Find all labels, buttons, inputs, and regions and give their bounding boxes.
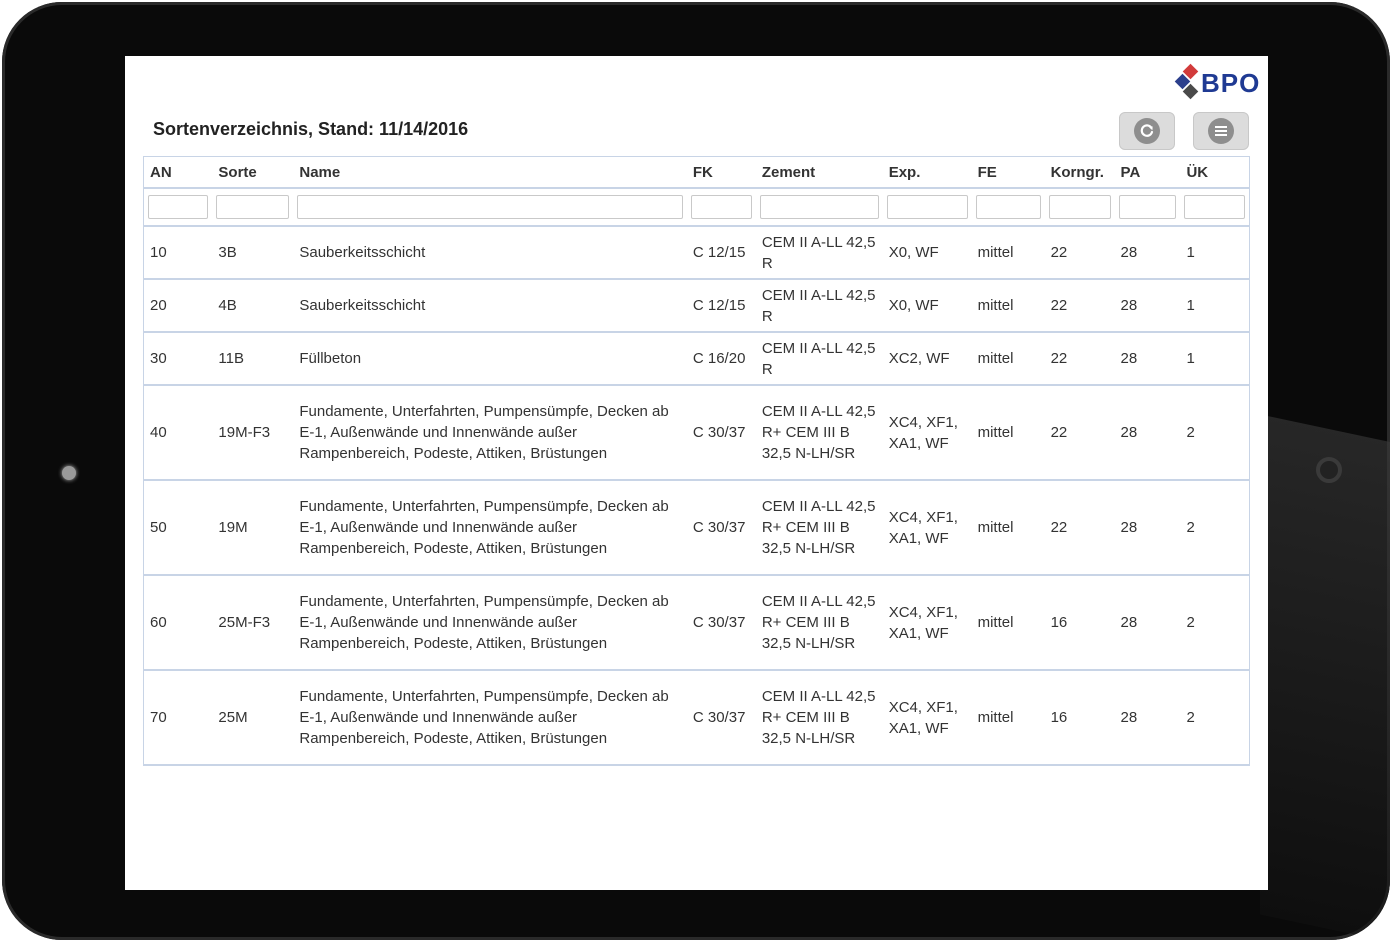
cell-pa: 28 — [1115, 480, 1181, 575]
cell-name: Sauberkeitsschicht — [293, 226, 687, 279]
table-row[interactable] — [144, 226, 1250, 279]
filter-input-sorte[interactable] — [216, 195, 289, 219]
table-row[interactable] — [144, 670, 1250, 765]
cell-pa: 28 — [1115, 575, 1181, 670]
cell-name: Fundamente, Unterfahrten, Pumpensümpfe, Decken ab E-1, Außenwände und Innenwände außer Rampenbereich, Podeste, Attiken, Brüstungen — [293, 385, 687, 480]
refresh-button[interactable] — [1119, 112, 1175, 150]
cell-uk: 2 — [1180, 385, 1249, 480]
cell-an: 50 — [144, 480, 213, 575]
cell-sorte: 11B — [212, 332, 293, 385]
column-header-uk[interactable]: ÜK — [1180, 157, 1249, 189]
cell-fe: mittel — [972, 279, 1045, 332]
cell-sorte: 4B — [212, 279, 293, 332]
cell-an: 20 — [144, 279, 213, 332]
cell-sorte: 25M — [212, 670, 293, 765]
cell-zement: CEM II A-LL 42,5 R — [756, 332, 883, 385]
cell-name: Fundamente, Unterfahrten, Pumpensümpfe, Decken ab E-1, Außenwände und Innenwände außer Rampenbereich, Podeste, Attiken, Brüstungen — [293, 670, 687, 765]
refresh-icon — [1134, 118, 1160, 144]
bpo-logo — [1171, 62, 1263, 102]
cell-zement: CEM II A-LL 42,5 R+ CEM III B 32,5 N-LH/SR — [756, 575, 883, 670]
cell-fk: C 12/15 — [687, 226, 756, 279]
cell-name: Sauberkeitsschicht — [293, 279, 687, 332]
cell-pa: 28 — [1115, 385, 1181, 480]
cell-pa: 28 — [1115, 670, 1181, 765]
cell-sorte: 3B — [212, 226, 293, 279]
cell-korngr: 16 — [1045, 670, 1115, 765]
camera-icon — [62, 466, 76, 480]
filter-input-an[interactable] — [148, 195, 208, 219]
menu-button[interactable] — [1193, 112, 1249, 150]
table-row[interactable] — [144, 332, 1250, 385]
cell-uk: 2 — [1180, 575, 1249, 670]
cell-exp: XC4, XF1, XA1, WF — [883, 575, 972, 670]
filter-row — [144, 188, 1250, 226]
cell-fe: mittel — [972, 670, 1045, 765]
cell-korngr: 22 — [1045, 480, 1115, 575]
table-row[interactable] — [144, 279, 1250, 332]
column-header-name[interactable]: Name — [293, 157, 687, 189]
column-header-fk[interactable]: FK — [687, 157, 756, 189]
filter-input-exp[interactable] — [887, 195, 968, 219]
cell-zement: CEM II A-LL 42,5 R+ CEM III B 32,5 N-LH/SR — [756, 670, 883, 765]
cell-pa: 28 — [1115, 279, 1181, 332]
header-row — [144, 157, 1250, 189]
cell-exp: X0, WF — [883, 279, 972, 332]
menu-icon — [1208, 118, 1234, 144]
cell-pa: 28 — [1115, 226, 1181, 279]
cell-sorte: 25M-F3 — [212, 575, 293, 670]
cell-pa: 28 — [1115, 332, 1181, 385]
sorten-table — [143, 156, 1250, 766]
table-row[interactable] — [144, 480, 1250, 575]
cell-fk: C 30/37 — [687, 670, 756, 765]
table-row[interactable] — [144, 385, 1250, 480]
logo-text: BPO — [1201, 68, 1261, 98]
cell-uk: 1 — [1180, 279, 1249, 332]
cell-sorte: 19M — [212, 480, 293, 575]
app-screen — [125, 56, 1268, 890]
cell-fk: C 16/20 — [687, 332, 756, 385]
cell-an: 70 — [144, 670, 213, 765]
filter-input-fe[interactable] — [976, 195, 1041, 219]
cell-exp: X0, WF — [883, 226, 972, 279]
column-header-sorte[interactable]: Sorte — [212, 157, 293, 189]
cell-an: 60 — [144, 575, 213, 670]
filter-input-uk[interactable] — [1184, 195, 1245, 219]
column-header-an[interactable]: AN — [144, 157, 213, 189]
cell-zement: CEM II A-LL 42,5 R+ CEM III B 32,5 N-LH/SR — [756, 480, 883, 575]
cell-fk: C 30/37 — [687, 575, 756, 670]
filter-input-fk[interactable] — [691, 195, 752, 219]
column-header-zement[interactable]: Zement — [756, 157, 883, 189]
cell-fe: mittel — [972, 226, 1045, 279]
cell-korngr: 22 — [1045, 332, 1115, 385]
cell-fk: C 30/37 — [687, 480, 756, 575]
cell-exp: XC2, WF — [883, 332, 972, 385]
cell-fe: mittel — [972, 332, 1045, 385]
cell-zement: CEM II A-LL 42,5 R — [756, 226, 883, 279]
filter-input-name[interactable] — [297, 195, 683, 219]
column-header-pa[interactable]: PA — [1115, 157, 1181, 189]
page-title: Sortenverzeichnis, Stand: 11/14/2016 — [153, 119, 469, 139]
cell-uk: 2 — [1180, 670, 1249, 765]
cell-fe: mittel — [972, 480, 1045, 575]
home-button-icon[interactable] — [1316, 457, 1342, 483]
cell-korngr: 22 — [1045, 385, 1115, 480]
cell-zement: CEM II A-LL 42,5 R+ CEM III B 32,5 N-LH/SR — [756, 385, 883, 480]
cell-korngr: 22 — [1045, 279, 1115, 332]
cell-name: Fundamente, Unterfahrten, Pumpensümpfe, Decken ab E-1, Außenwände und Innenwände außer Rampenbereich, Podeste, Attiken, Brüstungen — [293, 575, 687, 670]
cell-sorte: 19M-F3 — [212, 385, 293, 480]
column-header-fe[interactable]: FE — [972, 157, 1045, 189]
cell-exp: XC4, XF1, XA1, WF — [883, 670, 972, 765]
column-header-exp[interactable]: Exp. — [883, 157, 972, 189]
column-header-korngr[interactable]: Korngr. — [1045, 157, 1115, 189]
cell-fk: C 30/37 — [687, 385, 756, 480]
filter-input-zement[interactable] — [760, 195, 879, 219]
cell-korngr: 22 — [1045, 226, 1115, 279]
cell-uk: 2 — [1180, 480, 1249, 575]
cell-zement: CEM II A-LL 42,5 R — [756, 279, 883, 332]
filter-input-pa[interactable] — [1119, 195, 1177, 219]
cell-name: Fundamente, Unterfahrten, Pumpensümpfe, Decken ab E-1, Außenwände und Innenwände außer Rampenbereich, Podeste, Attiken, Brüstungen — [293, 480, 687, 575]
filter-input-korngr[interactable] — [1049, 195, 1111, 219]
cell-an: 30 — [144, 332, 213, 385]
cell-exp: XC4, XF1, XA1, WF — [883, 385, 972, 480]
cell-an: 40 — [144, 385, 213, 480]
cell-name: Füllbeton — [293, 332, 687, 385]
frame-glare — [1260, 414, 1390, 940]
cell-fe: mittel — [972, 575, 1045, 670]
cell-uk: 1 — [1180, 226, 1249, 279]
cell-uk: 1 — [1180, 332, 1249, 385]
cell-an: 10 — [144, 226, 213, 279]
cell-korngr: 16 — [1045, 575, 1115, 670]
cell-fk: C 12/15 — [687, 279, 756, 332]
table-row[interactable] — [144, 575, 1250, 670]
cell-fe: mittel — [972, 385, 1045, 480]
cell-exp: XC4, XF1, XA1, WF — [883, 480, 972, 575]
